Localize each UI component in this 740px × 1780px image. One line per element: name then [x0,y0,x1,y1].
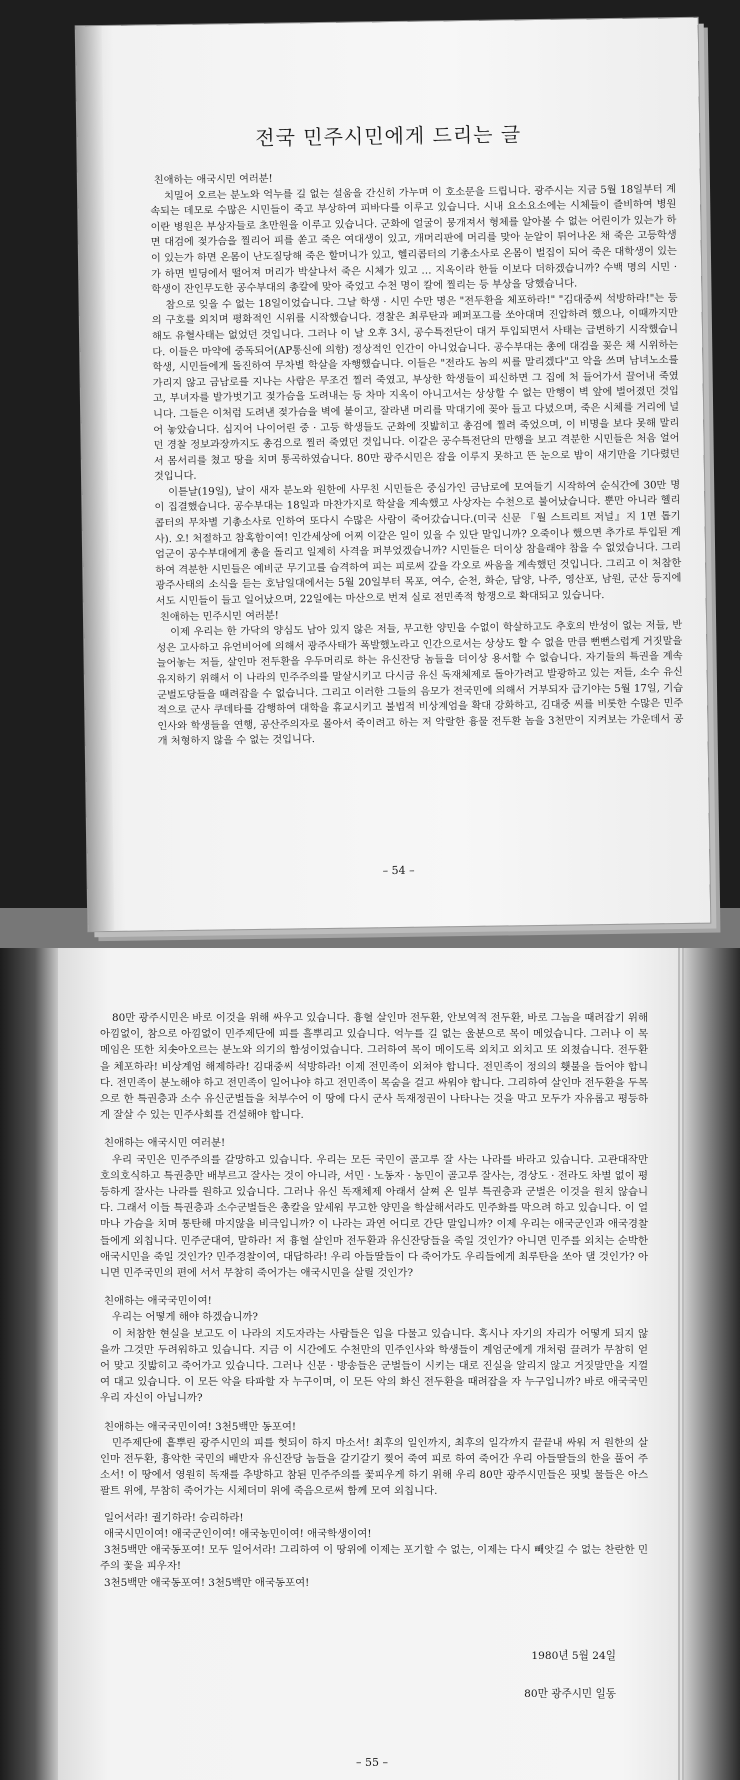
paragraph: 우리는 어떻게 해야 하겠습니까? [112,1311,258,1324]
slogan-line: 애국시민이여! 애국군인이여! 애국농민이여! 애국학생이여! [104,1527,372,1540]
slogan-line: 3천5백만 애국동포여! 모두 일어서라! 그리하여 이 땅위에 이제는 포기할 수 없는, 이제는 다시 빼앗길 수 없는 찬란한 민주의 꽃을 피우자! [100,1544,648,1573]
paragraph: 치밀어 오르는 분노와 억누를 길 없는 설움을 간신히 가누며 이 호소문을 드립니다. 광주시는 지금 5월 18일부터 계속되는 데모로 수많은 시민들이 죽고 부상하여 피바다를 이루고 있습니다. 시내 요소요소에는 시체들이 즐비하여 병원이란 병원은 부상자들로 초만원을 이루고 있습니다. 군화에 얼굴이 뭉개져서 형체를 알아볼 수 없는 어린이가 있는가 하면 대검에 젖가슴을 찔리어 피를 쏟고 죽은 여대생이 있고, 개머리판에 머리를 맞아 눈알이 튀어나온 채 죽은 고등학생이 있는가 하면 온몸이 난도질당해 죽은 할머니가 있고, 헬리콥터의 기총소사로 온몸이 벌집이 되어 죽은 대학생이 있는가 하면 빌딩에서 떨어져 머리가 박살나서 죽은 시체가 있고 … 지옥이라 한들 이보다 더하겠습니까? 수백 명의 시민 · 학생이 잔인무도한 공수부대의 총칼에 맞아 죽었고 수천 명이 칼에 찔리는 등 부상을 당했습니다. [150,183,678,296]
salutation: 친애하는 민주시민 여러분! [159,610,279,623]
salutation: 친애하는 애국시민 여러분! [153,173,273,187]
page-54-body [150,166,684,750]
paragraph: 이제 우리는 한 가닥의 양심도 남아 있지 않은 저들, 무고한 양민을 수없이 학살하고도 추호의 반성이 없는 저들, 반성은 고사하고 유언비어에 의해서 광주사태가 폭발했노라고 인간으로서는 상상도 할 수 없을 만큼 뻔뻔스럽게 거짓말을 늘어놓는 저들, 살인마 전두환을 우두머리로 하는 유신잔당 놈들을 더이상 용서할 수 없습니다. 자기들의 특권을 계속 유지하기 위해서 이 나라의 민주주의를 말살시키고 다시금 유신 독재체제로 돌아가려고 발광하고 있는 저들, 소수 유신 군벌도당들을 때려잡을 수 없습니다. 그리고 이러한 그들의 음모가 전국민에 의해서 거부되자 급기야는 5월 17일, 기습적으로 군사 쿠데타를 감행하여 대학을 휴교시키고 불법적 비상계엄을 확대 강화하고, 김대중 씨를 비롯한 수많은 민주인사와 학생들을 연행, 공산주의자로 몰아서 죽이려고 하는 저 악랄한 흉물 전두환 놈을 3천만이 지켜보는 가운데서 공개 처형하지 않을 수 없는 것입니다. [156,620,684,748]
document-signature: 80만 광주시민 일동 [524,1688,616,1700]
paragraph: 우리 국민은 민주주의를 갈망하고 있습니다. 우리는 모든 국민이 골고루 잘 사는 나라를 바라고 있습니다. 고관대작만 호의호식하고 특권층만 배부르고 잘사는 것이 아니라, 서민 · 노동자 · 농민이 골고루 잘사는, 경상도 · 전라도 차별 없이 평등하게 잘사는 나라를 원하고 있습니다. 그러나 유신 독재체제 아래서 살쪄 온 일부 특권층과 군벌은 이것을 원치 않습니다. 그래서 이들 특권층과 소수군벌들은 총칼을 앞세워 무고한 양민을 학살해서라도 민주화를 막으려 하고 있습니다. 이 얼마나 가슴을 치며 통탄해 마지않을 비극입니까? 이 나라는 과연 어디로 간단 말입니까? 이제 우리는 애국군인과 애국경찰들에게 외칩니다. 민주군대여, 말하라! 저 흉혈 살인마 전두환과 유신잔당들을 죽일 것인가? 아니면 민주를 외치는 순박한 애국시민을 죽일 것인가? 민주경찰이여, 대답하라! 우리 아들딸들이 다 죽어가도 우리들에게 최루탄을 쏘아 댈 것인가? 아니면 민주국민의 편에 서서 무참히 죽어가는 애국시민을 살릴 것인가? [100,1153,648,1280]
book-page-54 [76,18,711,932]
slogan-line: 3천5백만 애국동포여! 3천5백만 애국동포여! [104,1576,310,1589]
document-title: 전국 민주시민에게 드리는 글 [255,122,522,150]
page-55-body [100,1010,648,1591]
paragraph: 이튿날(19일), 날이 새자 분노와 원한에 사무친 시민들은 중심가인 금남로에 모여들기 시작하여 순식간에 30만 명이 집결했습니다. 공수부대는 18일과 마찬가지로 학살을 계속했고 사상자는 수천으로 불어났습니다. 뿐만 아니라 헬리콥터의 무차별 기총소사로 인하여 또다시 수많은 사람이 죽어갔습니다.(미국 신문 『월 스트리트 저널』지 1면 톱기사). 오! 처절하고 참혹함이여! 인간세상에 어찌 이같은 일이 있을 수 있단 말입니까? 오죽이나 했으면 추가로 투입된 계엄군이 공수부대에게 총을 돌리고 일제히 사격을 퍼부었겠습니까? 시민들은 더이상 참을래야 참을 수 없었습니다. 그리하여 격분한 시민들은 예비군 무기고를 습격하여 피는 피로써 갚을 각오로 싸움을 계속했던 것입니다. 그리고 이 처참한 광주사태의 소식을 듣는 호남일대에서는 5월 20일부터 목포, 여수, 순천, 화순, 담양, 나주, 영산포, 남원, 군산 등지에서도 시민들이 들고 일어났으며, 22일에는 마산으로 번져 실로 전민족적 항쟁으로 확대되고 있습니다. [154,479,682,608]
page-number: – 55 – [356,1756,388,1769]
paragraph: 민주제단에 흩뿌린 광주시민의 피를 헛되이 하지 마소서! 최후의 일인까지, 최후의 일각까지 끝끝내 싸워 저 원한의 살인마 전두환, 흉악한 국민의 배반자 유신잔당 놈들을 갈기갈기 찢어 죽여 피로 하여 죽어간 우리 아들딸들의 한을 풀어 주소서! 이 땅에서 영원히 독재를 추방하고 참된 민주주의를 꽃피우게 하기 위해 우리 80만 광주시민들은 핏빛 물들은 아스팔트 위에, 무참히 죽어가는 시체더미 위에 죽음으로써 함께 모여 외칩니다. [100,1436,648,1498]
book-page-55 [58,948,686,1780]
scan-lower-page [0,948,740,1780]
salutation: 친애하는 애국국민이여! 3천5백만 동포여! [104,1420,297,1433]
paragraph: 80만 광주시민은 바로 이것을 위해 싸우고 있습니다. 흉혈 살인마 전두환, 안보역적 전두환, 바로 그놈을 때려잡기 위해 아낌없이, 참으로 아낌없이 민주제단에 피를 흘뿌리고 있습니다. 억누를 길 없는 울분으로 목이 메었습니다. 그러나 이 목메임은 또한 치솟아오르는 분노와 의기의 함성이었습니다. 그러하여 목이 메이도록 외치고 외치고 또 외쳤습니다. 전두환을 체포하라! 비상계엄 해제하라! 김대중씨 석방하라! 이제 전민족이 외쳐야 합니다. 전민족이 정의의 횃불을 들어야 합니다. 전민족이 분노해야 하고 전민족이 일어나야 하고 전민족이 목숨을 걸고 싸워야 합니다. 그리하여 살인마 전두환을 두목으로 한 특권층과 소수 유신군벌들을 처부수어 이 땅에 다시 군사 독재정권이 나타나는 것을 막고 모두가 자유롭고 평등하게 잘살 수 있는 민주사회를 건설해야 합니다. [100,1012,648,1122]
book-edge-shadow [684,948,740,1780]
salutation: 친애하는 애국시민 여러분! [104,1137,226,1150]
paragraph-gap [100,1500,648,1510]
salutation: 친애하는 애국국민이여! [104,1295,212,1308]
slogan-line: 일어서라! 궐기하라! 승리하라! [104,1511,244,1524]
book-gutter-shadow [0,948,58,1780]
paragraph: 참으로 잊을 수 없는 18일이었습니다. 그날 학생 · 시민 수만 명은 "전두환을 체포하라!" "김대중씨 석방하라!"는 등의 구호를 외치며 평화적인 시위를 시작했습니다. 경찰은 최루탄과 페퍼포그를 쏘아대며 진압하려 했으나, 이때까지만 해도 유혈사태는 없었던 것입니다. 그러나 이 날 오후 3시, 공수특전단이 대거 투입되면서 사태는 급변하기 시작했습니다. 이들은 마약에 중독되어(AP통신에 의함) 정상적인 인간이 아니었습니다. 공수부대는 총에 대검을 꽂은 채 시위하는 학생, 시민들에게 돌진하여 무차별 학살을 자행했습니다. 이들은 "전라도 놈의 씨를 말리겠다"고 악을 쓰며 남녀노소를 가리지 않고 금남로를 지나는 사람은 무조건 찔러 죽였고, 부상한 학생들이 피신하면 그 집에 처 들어가서 끌어내 죽였고, 부녀자를 발가벗기고 젖가슴을 도려내는 등 차마 지옥이 아니고서는 상상할 수 없는 만행이 벽 앞에 벌어졌던 것입니다. 그들은 이처럼 도려낸 젖가슴을 벽에 붙이고, 잘라낸 머리를 막대기에 꽂아 들고 다녔으며, 죽은 시체를 거리에 널어 놓았습니다. 심지어 나이어린 중 · 고등 학생들도 군화에 짓밟히고 총검에 찔려 죽었으며, 이 비명을 보다 못해 말리던 경찰 정보과장까지도 총검으로 찔러 죽였던 것입니다. 이같은 공수특전단의 만행을 보고 격분한 시민들은 처음 얼어서 몸서리를 쳤고 땅을 치며 통곡하였습니다. 80만 광주시민은 잠을 이루지 못하고 뜬 눈으로 밤이 새기만을 기다렸던 것입니다. [151,292,680,483]
paragraph: 이 처참한 현실을 보고도 이 나라의 지도자라는 사람들은 입을 다물고 있습니다. 혹시나 자기의 자리가 어떻게 되지 않을까 그것만 두려워하고 있습니다. 지금 이 시간에도 수천만의 민주인사와 학생들이 계엄군에게 개처럼 끌려가 무참히 얻어 맞고 짓밟히고 죽어가고 있습니다. 그러나 신문 · 방송들은 군벌들이 시키는 대로 진실을 알리지 않고 거짓말만을 지껄여 대고 있습니다. 이 모든 악을 타파할 자 누구이며, 이 모든 악의 화신 전두환을 때려잡을 자 누구입니까? 바로 애국국민 우리 자신이 아닙니까? [100,1327,648,1405]
document-date: 1980년 5월 24일 [531,1650,616,1662]
page-binding-shadow [76,26,115,931]
page-number: – 54 – [382,863,415,878]
